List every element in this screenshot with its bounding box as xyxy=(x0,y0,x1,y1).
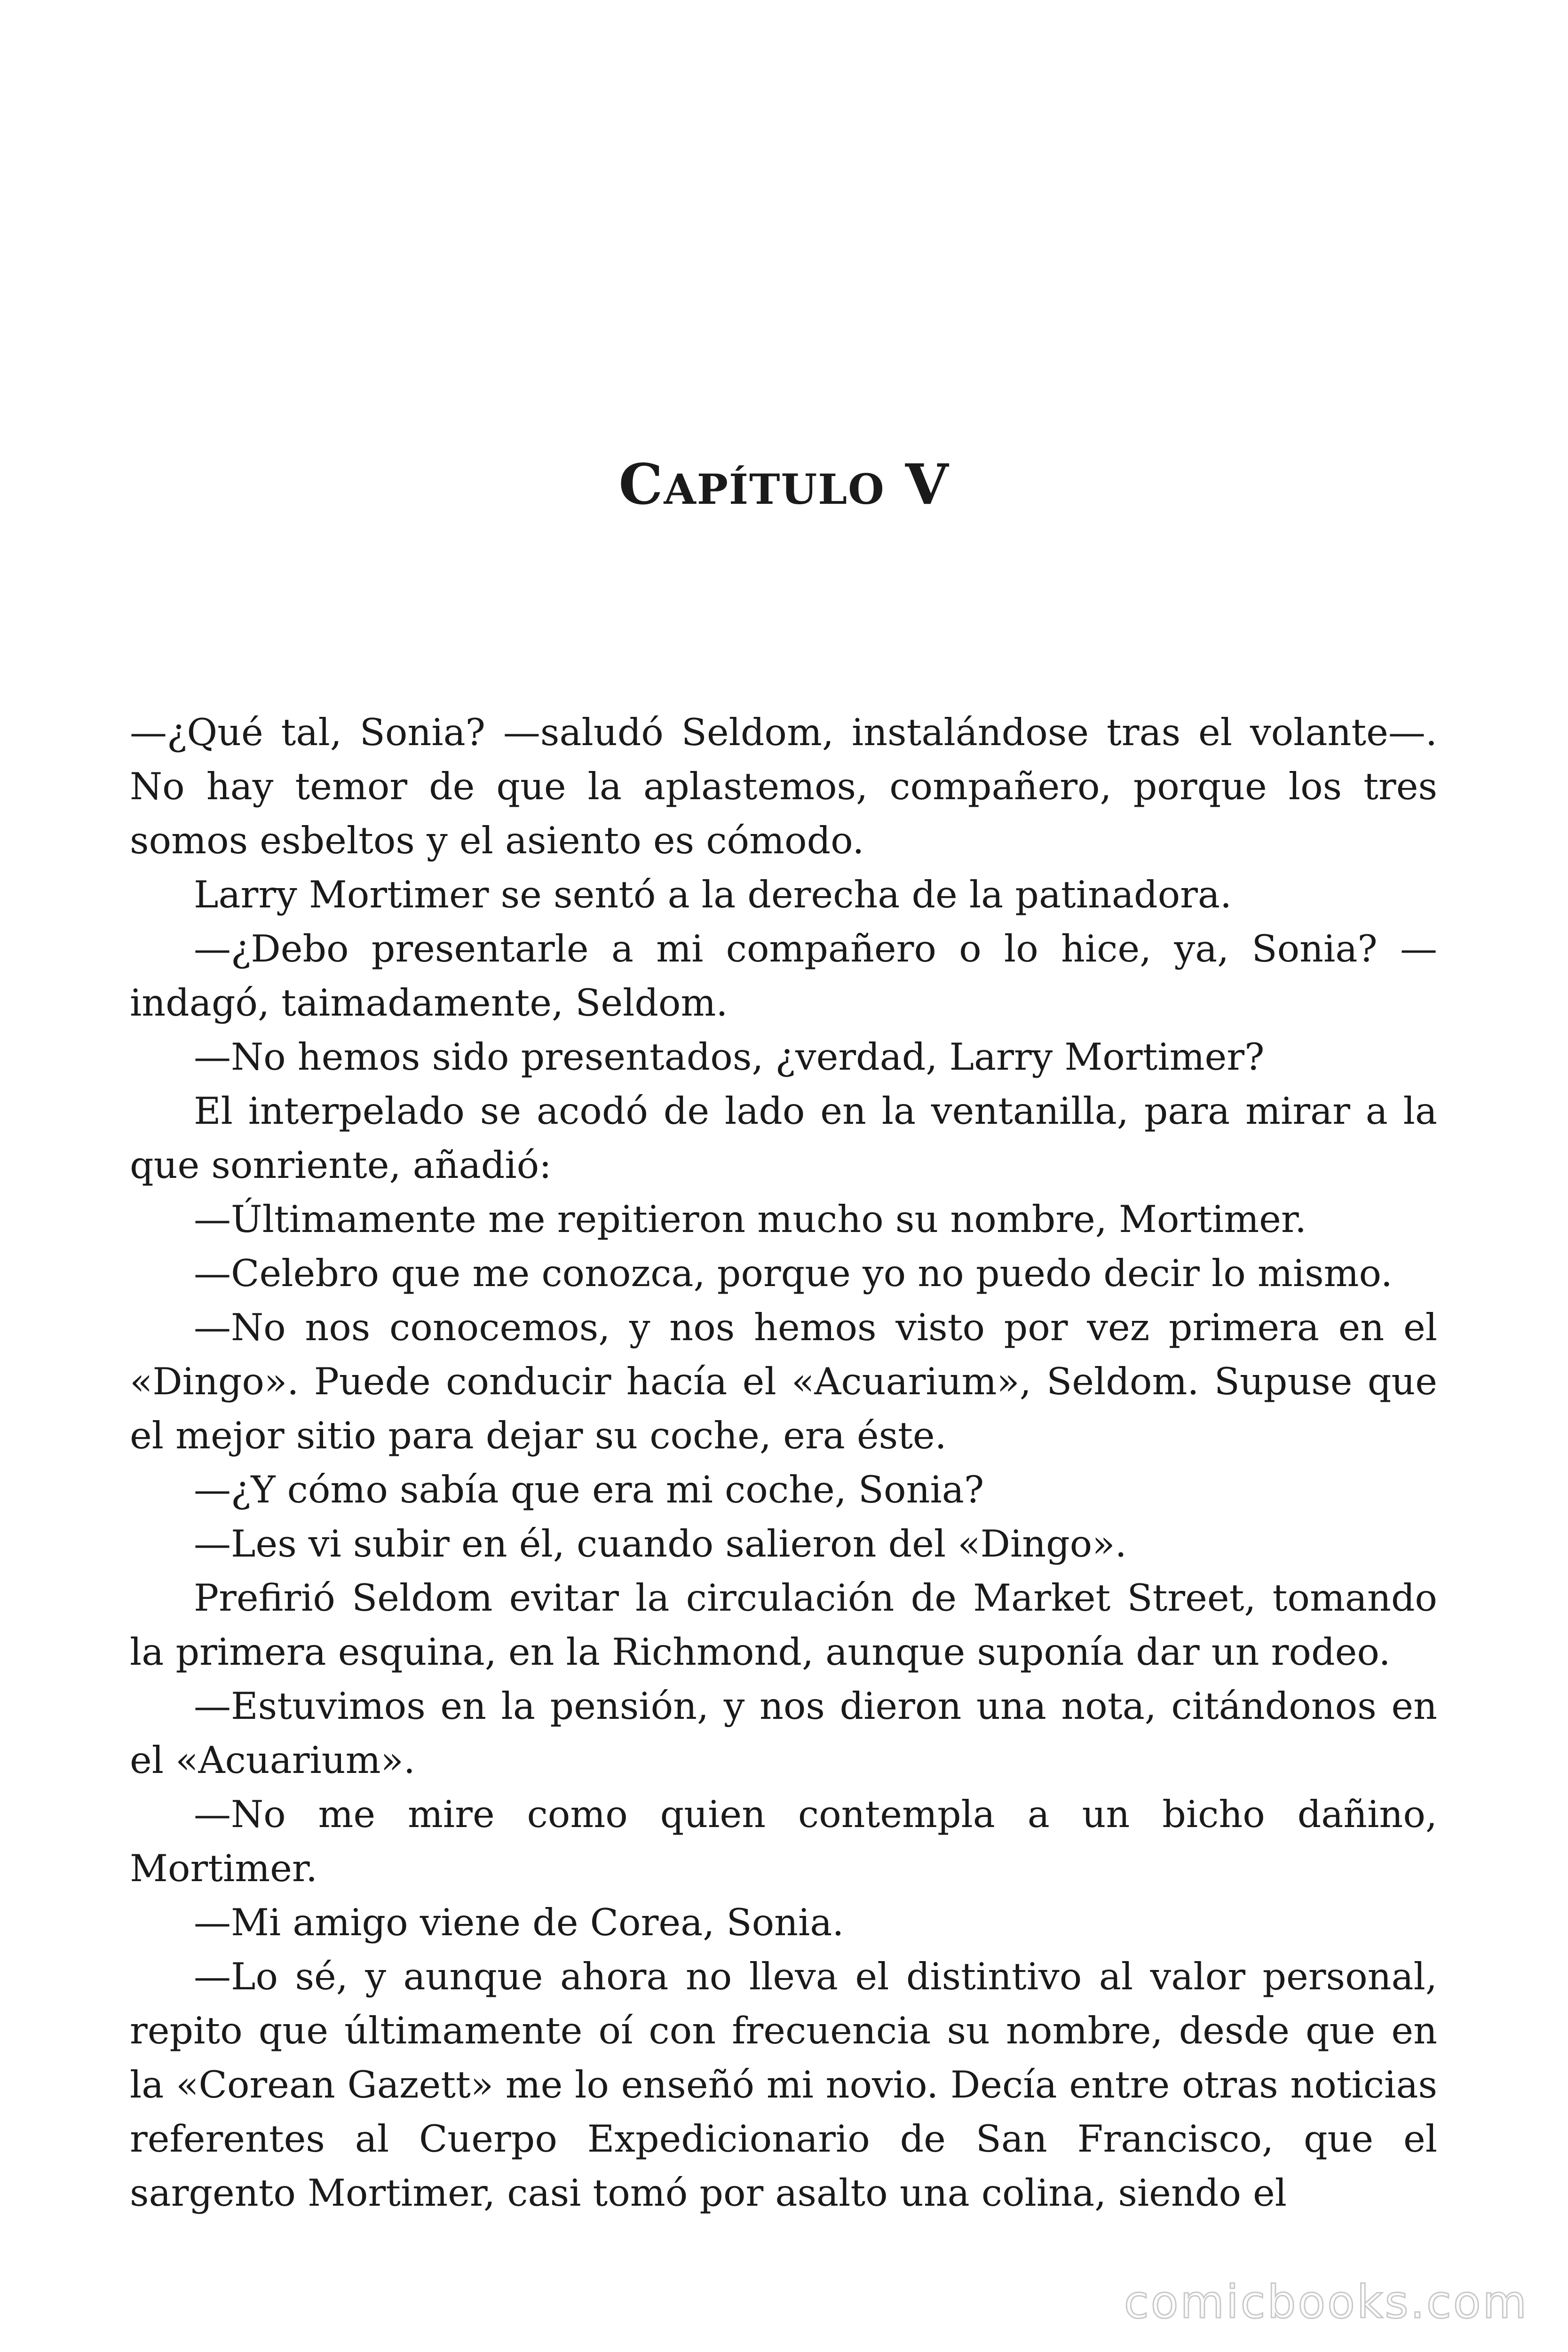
chapter-title xyxy=(0,452,1568,517)
paragraph: —¿Qué tal, Sonia? —saludó Seldom, instalándose tras el volante—. No hay temor de que la aplastemos, compañero, porque los tres somos esbeltos y el asiento es cómodo. xyxy=(130,711,1437,862)
paragraph: —Estuvimos en la pensión, y nos dieron una nota, citándonos en el «Acuarium». xyxy=(130,1685,1437,1782)
chapter-title-smallcaps: APÍTULO xyxy=(664,465,885,514)
paragraph: —¿Debo presentarle a mi compañero o lo hice, ya, Sonia? —indagó, taimadamente, Seldom. xyxy=(130,927,1437,1025)
paragraph: —Mi amigo viene de Corea, Sonia. xyxy=(194,1901,844,1944)
chapter-body xyxy=(130,706,1437,2220)
paragraph: —Últimamente me repitieron mucho su nombre, Mortimer. xyxy=(194,1198,1307,1241)
paragraph: —No me mire como quien contempla a un bicho dañino, Mortimer. xyxy=(130,1793,1437,1890)
paragraph: —No nos conocemos, y nos hemos visto por vez primera en el «Dingo». Puede conducir hacía el «Acuarium», Seldom. Supuse que el mejor sitio para dejar su coche, era éste. xyxy=(130,1306,1437,1457)
paragraph: El interpelado se acodó de lado en la ventanilla, para mirar a la que sonriente, añadió: xyxy=(130,1089,1437,1187)
paragraph: —¿Y cómo sabía que era mi coche, Sonia? xyxy=(194,1468,984,1511)
paragraph: —Lo sé, y aunque ahora no lleva el distintivo al valor personal, repito que últimamente oí con frecuencia su nombre, desde que en la «Corean Gazett» me lo enseñó mi novio. Decía entre otras noticias referentes al Cuerpo Expedicionario de San Francisco, que el sargento Mortimer, casi tomó por asalto una colina, siendo el xyxy=(130,1955,1437,2215)
paragraph: —No hemos sido presentados, ¿verdad, Larry Mortimer? xyxy=(194,1035,1265,1079)
chapter-title-initial: C xyxy=(618,452,664,517)
paragraph: —Celebro que me conozca, porque yo no puedo decir lo mismo. xyxy=(194,1252,1393,1295)
paragraph: Larry Mortimer se sentó a la derecha de la patinadora. xyxy=(194,873,1232,916)
paragraph: Prefirió Seldom evitar la circulación de Market Street, tomando la primera esquina, en la Richmond, aunque suponía dar un rodeo. xyxy=(130,1576,1437,1674)
chapter-number: V xyxy=(905,452,950,517)
paragraph: —Les vi subir en él, cuando salieron del «Dingo». xyxy=(194,1522,1127,1565)
watermark-logo: comicbooks.com xyxy=(1124,2276,1528,2328)
